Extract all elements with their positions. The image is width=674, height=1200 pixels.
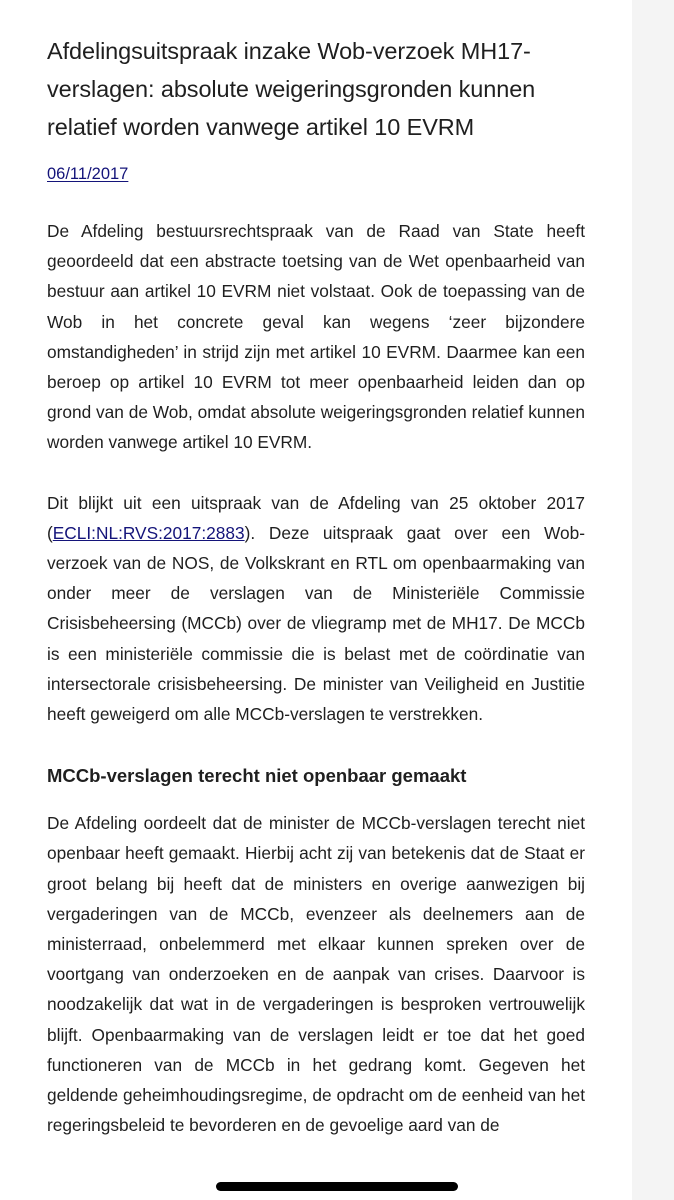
article-title: Afdelingsuitspraak inzake Wob-verzoek MH17-verslagen: absolute weigeringsgronden kunnen relatief worden vanwege artikel 10 EVRM <box>47 38 536 140</box>
article-paragraph-intro: De Afdeling bestuursrechtspraak van de Raad van State heeft geoordeeld dat een abstracte toetsing van de Wet openbaarheid van bestuur aan artikel 10 EVRM niet volstaat. Ook de toepassing van de Wob in het concrete geval kan wegens ‘zeer bijzondere omstandigheden’ in strijd zijn met artikel 10 EVRM. Daarmee kan een beroep op artikel 10 EVRM tot meer openbaarheid leiden dan op grond van de Wob, omdat absolute weigeringsgronden relatief kunnen worden vanwege artikel 10 EVRM. <box>47 221 585 453</box>
article-date-link[interactable]: 06/11/2017 <box>47 165 129 183</box>
article-paragraph-section: De Afdeling oordeelt dat de minister de MCCb-verslagen terecht niet openbaar heeft gemaakt. Hierbij acht zij van betekenis dat de Staat er groot belang bij heeft dat de ministers en overige aanwezigen bij vergaderingen van de MCCb, evenzeer als deelnemers aan de ministerraad, onbelemmerd met elkaar kunnen spreken over de voortgang van onderzoeken en de aanpak van crises. Daarvoor is noodzakelijk dat wat in de vergaderingen is besproken vertrouwelijk blijft. Openbaarmaking van de verslagen leidt er toe dat het goed functioneren van de MCCb in het gedrang komt. Gegeven het geldende geheimhoudingsregime, de opdracht om de eenheid van het regeringsbeleid te bevorderen en de gevoelige aard van de <box>47 813 585 1136</box>
section-heading: MCCb-verslagen terecht niet openbaar gemaakt <box>47 765 467 787</box>
ecli-link[interactable]: ECLI:NL:RVS:2017:2883 <box>52 522 245 543</box>
article-content <box>47 32 585 1140</box>
home-indicator-bar[interactable] <box>216 1182 458 1191</box>
article-paragraph-ruling <box>47 488 585 730</box>
paragraph-text-before-link: Dit blijkt uit een uitspraak van de Afdeling van 25 oktober 2017 ( <box>47 492 585 543</box>
paragraph-text-after-link: ). Deze uitspraak gaat over een Wob-verzoek van de NOS, de Volkskrant en RTL om openbaarmaking van onder meer de verslagen van de Ministeriële Commissie Crisisbeheersing (MCCb) over de vliegramp met de MH17. De MCCb is een ministeriële commissie die is belast met de coördinatie van intersectorale crisisbeheersing. De minister van Veiligheid en Justitie heeft geweigerd om alle MCCb-verslagen te verstrekken. <box>47 522 585 725</box>
